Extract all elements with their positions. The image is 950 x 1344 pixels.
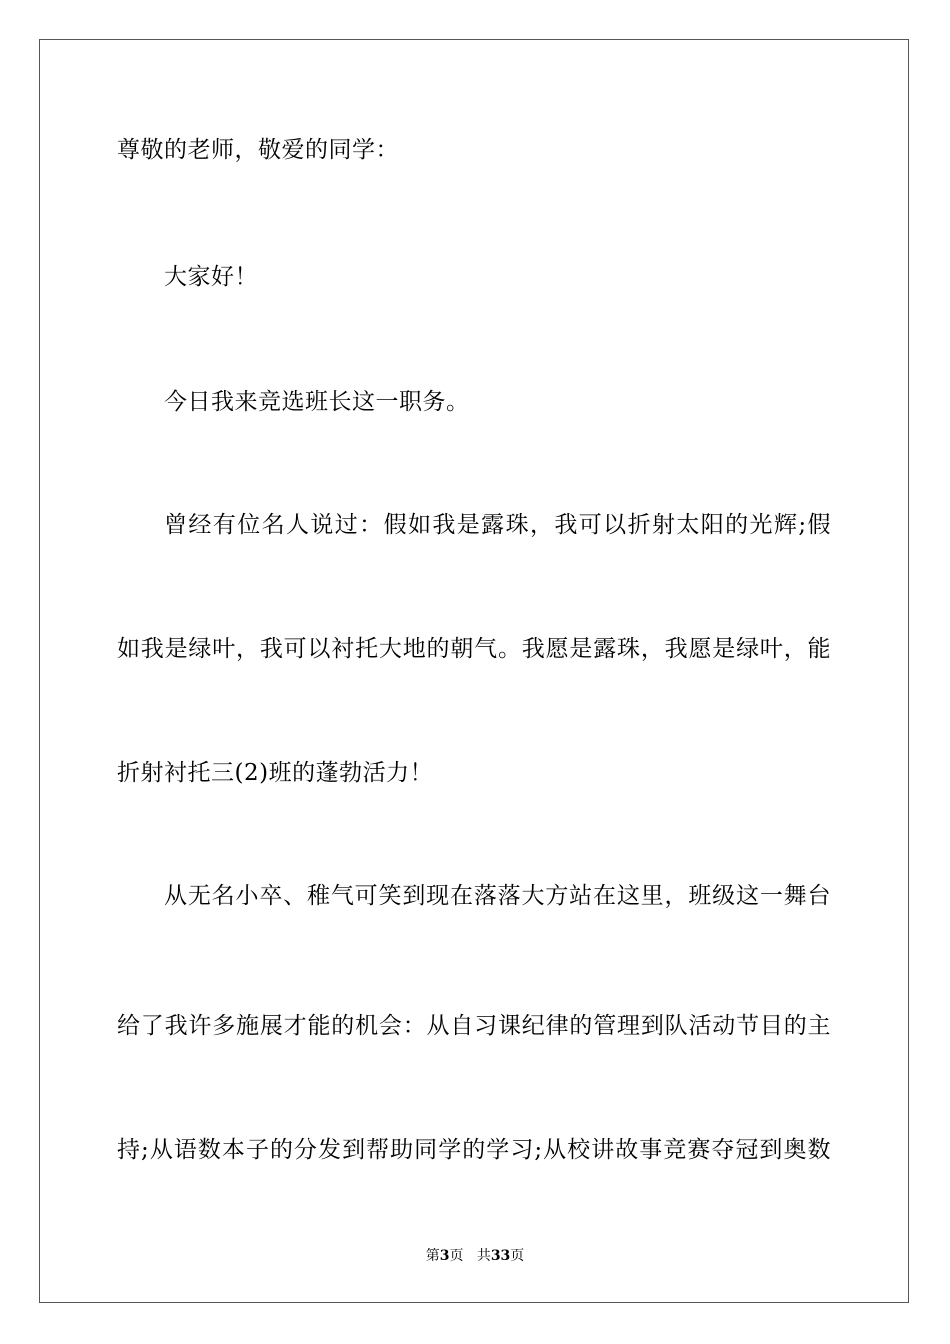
paragraph-line: 持;从语数本子的分发到帮助同学的学习;从校讲故事竞赛夺冠到奥数 [117, 1137, 831, 1163]
paragraph-line: 如我是绿叶，我可以衬托大地的朝气。我愿是露珠，我愿是绿叶，能 [117, 636, 831, 662]
total-pages: 33 [490, 1248, 511, 1264]
page-footer [0, 1247, 950, 1265]
page-prefix: 第 [425, 1248, 440, 1264]
paragraph-line: 折射衬托三(2)班的蓬勃活力！ [117, 760, 434, 786]
paragraph-line: 曾经有位名人说过：假如我是露珠，我可以折射太阳的光辉;假 [164, 512, 831, 538]
page-border [39, 39, 909, 1303]
total-suffix: 页 [510, 1248, 525, 1264]
page-number: 3 [439, 1248, 450, 1264]
total-prefix: 共 [476, 1248, 491, 1264]
paragraph-line: 给了我许多施展才能的机会：从自习课纪律的管理到队活动节目的主 [117, 1013, 831, 1039]
paragraph-line: 今日我来竞选班长这一职务。 [164, 389, 470, 415]
paragraph-line: 从无名小卒、稚气可笑到现在落落大方站在这里，班级这一舞台 [164, 883, 831, 909]
page-suffix: 页 [449, 1248, 464, 1264]
greeting-line: 大家好！ [164, 264, 258, 290]
salutation-line: 尊敬的老师，敬爱的同学： [117, 137, 399, 163]
